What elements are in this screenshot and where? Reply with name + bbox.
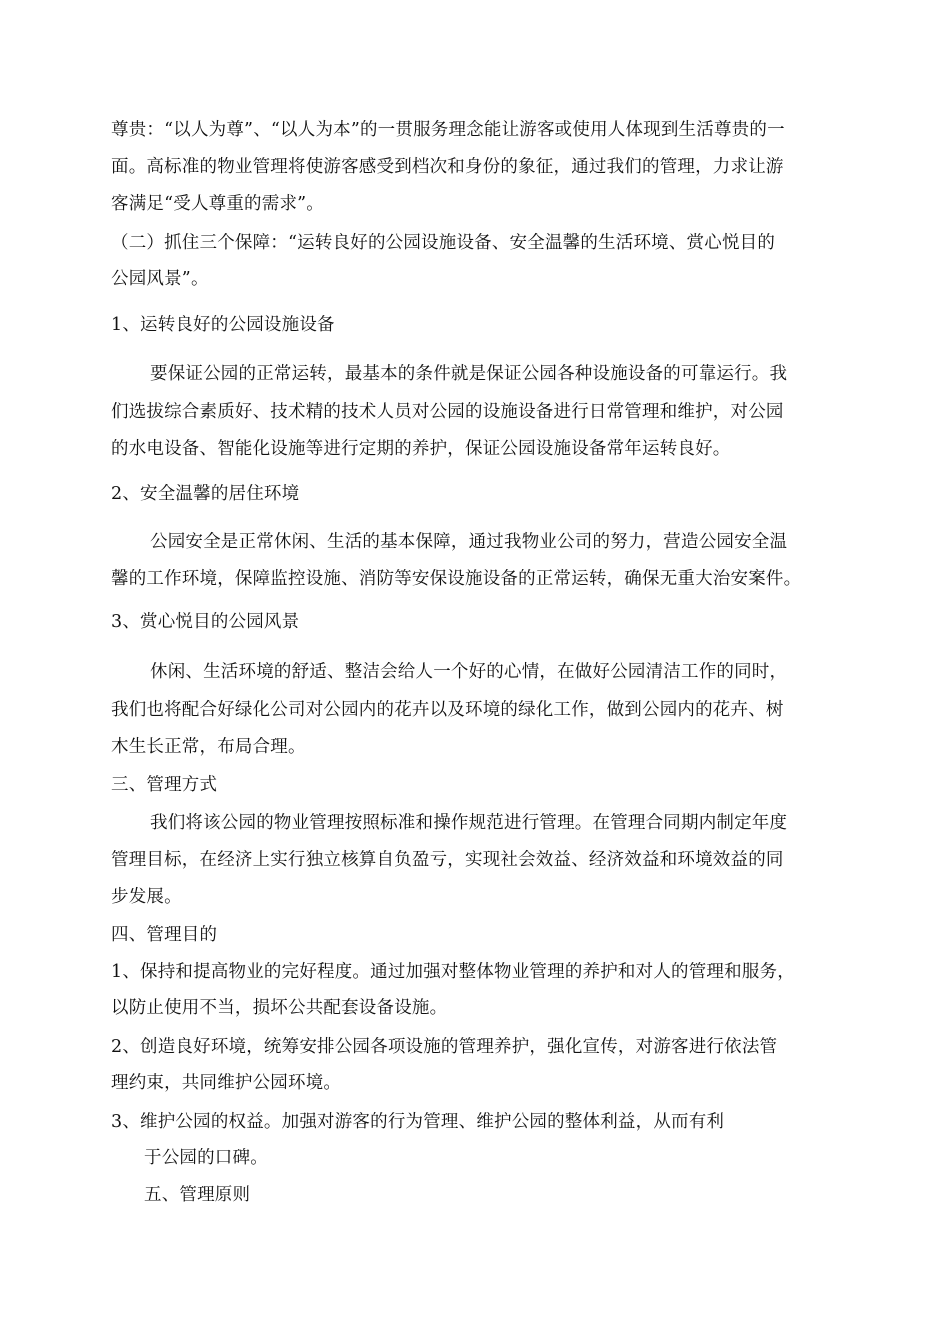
paragraph-line: 面。高标准的物业管理将使游客感受到档次和身份的象征，通过我们的管理，力求让游 <box>111 157 784 177</box>
paragraph-line: 们选拔综合素质好、技术精的技术人员对公园的设施设备进行日常管理和维护，对公园 <box>111 402 784 422</box>
section-heading: 公园风景”。 <box>111 269 209 289</box>
paragraph-line: 于公园的口碑。 <box>144 1148 268 1168</box>
paragraph-line: 2、创造良好环境，统筹安排公园各项设施的管理养护，强化宣传，对游客进行依法管 <box>111 1037 778 1057</box>
subsection-heading: 3、赏心悦目的公园风景 <box>111 612 300 632</box>
paragraph-line: 3、维护公园的权益。加强对游客的行为管理、维护公园的整体利益，从而有利 <box>111 1112 725 1132</box>
paragraph-line: 1、保持和提高物业的完好程度。通过加强对整体物业管理的养护和对人的管理和服务， <box>111 962 795 982</box>
paragraph-line: 我们将该公园的物业管理按照标准和操作规范进行管理。在管理合同期内制定年度 <box>150 813 788 833</box>
section-heading: 五、管理原则 <box>144 1185 251 1205</box>
subsection-heading: 1、运转良好的公园设施设备 <box>111 315 335 335</box>
paragraph-line: 木生长正常，布局合理。 <box>111 737 306 757</box>
section-heading: 三、管理方式 <box>111 775 218 795</box>
paragraph-line: 馨的工作环境，保障监控设施、消防等安保设施设备的正常运转，确保无重大治安案件。 <box>111 569 802 589</box>
paragraph-line: 要保证公园的正常运转，最基本的条件就是保证公园各种设施设备的可靠运行。我 <box>150 364 788 384</box>
paragraph-line: 客满足“受人尊重的需求”。 <box>111 194 324 214</box>
paragraph-line: 的水电设备、智能化设施等进行定期的养护，保证公园设施设备常年运转良好。 <box>111 439 731 459</box>
paragraph-line: 理约束，共同维护公园环境。 <box>111 1073 342 1093</box>
paragraph-line: 我们也将配合好绿化公司对公园内的花卉以及环境的绿化工作，做到公园内的花卉、树 <box>111 700 784 720</box>
paragraph-line: 管理目标，在经济上实行独立核算自负盈亏，实现社会效益、经济效益和环境效益的同 <box>111 850 784 870</box>
section-heading: （二）抓住三个保障：“运转良好的公园设施设备、安全温馨的生活环境、赏心悦目的 <box>111 233 776 253</box>
paragraph-line: 公园安全是正常休闲、生活的基本保障，通过我物业公司的努力，营造公园安全温 <box>150 532 788 552</box>
paragraph-line: 休闲、生活环境的舒适、整洁会给人一个好的心情，在做好公园清洁工作的同时， <box>150 662 788 682</box>
subsection-heading: 2、安全温馨的居住环境 <box>111 484 300 504</box>
section-heading: 四、管理目的 <box>111 925 218 945</box>
paragraph-line: 尊贵：“以人为尊”、“以人为本”的一贯服务理念能让游客或使用人体现到生活尊贵的一 <box>111 120 785 140</box>
paragraph-line: 步发展。 <box>111 887 182 907</box>
paragraph-line: 以防止使用不当，损坏公共配套设备设施。 <box>111 998 448 1018</box>
